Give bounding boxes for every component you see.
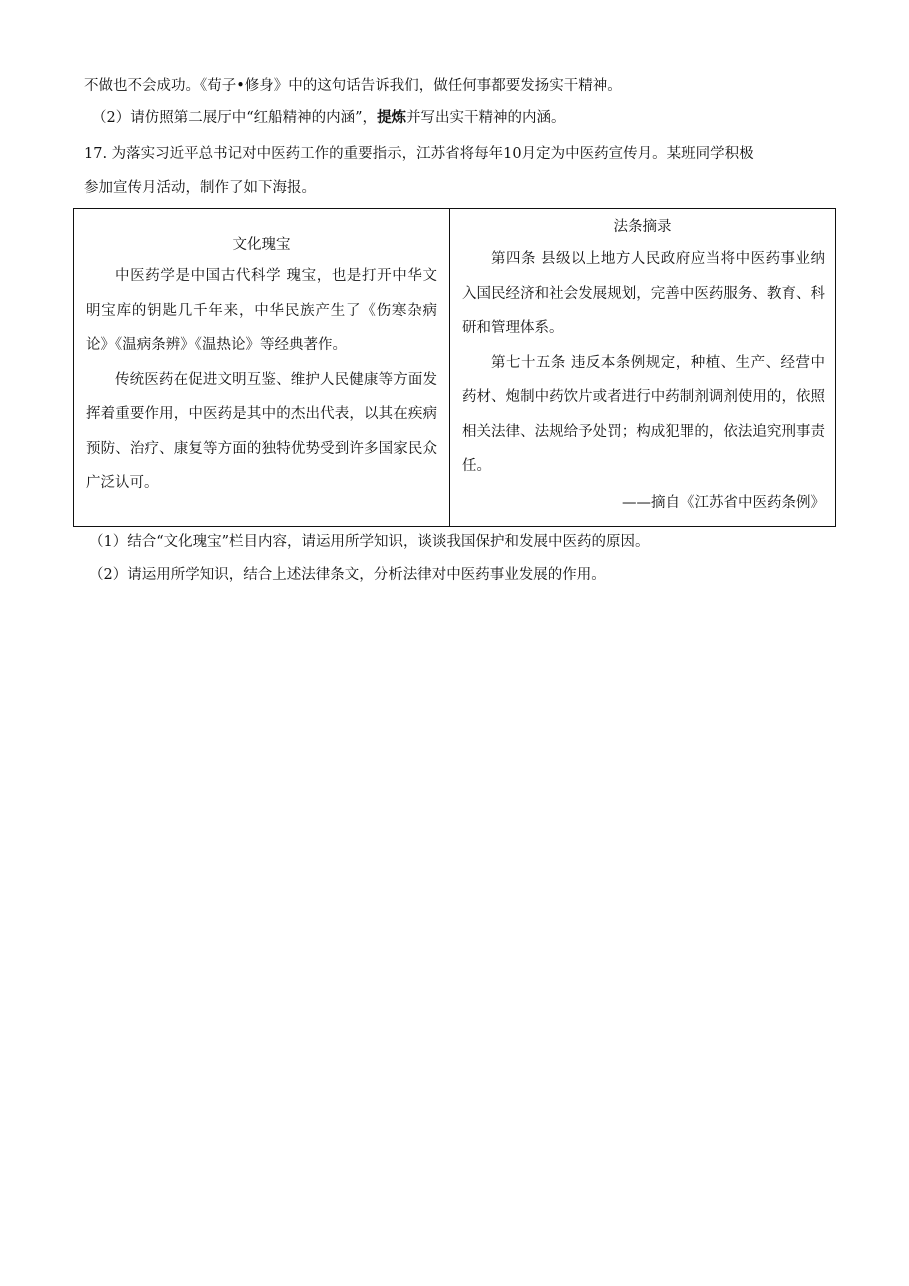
- culture-treasure-content: [86, 259, 437, 501]
- culture-paragraph-2: 传统医药在促进文明互鉴、维护人民健康等方面发挥着重要作用，中医药是其中的杰出代表，以其在疾病预防、治疗、康复等方面的独特优势受到许多国家民众广泛认可。: [86, 371, 437, 491]
- intro-tail-text: 不做也不会成功。《荀子•修身》中的这句话告诉我们，做任何事都要发扬实干精神。: [84, 78, 622, 94]
- question-17-2: （2）请运用所学知识，结合上述法律条文，分析法律对中医药事业发展的作用。: [89, 567, 606, 583]
- law-excerpt-title: 法条摘录: [613, 219, 672, 235]
- culture-paragraph-1: 中医药学是中国古代科学 瑰宝，也是打开中华文明宝库的钥匙几千年来，中华民族产生了《伤寒杂病论》《温病条辨》《温热论》等经典著作。: [86, 268, 437, 353]
- question-17-1: （1）结合“文化瑰宝”栏目内容，请运用所学知识，谈谈我国保护和发展中医药的原因。: [89, 534, 650, 550]
- question-16-2-suffix: 并写出实干精神的内涵。: [406, 110, 566, 126]
- law-article-4: 第四条 县级以上地方人民政府应当将中医药事业纳入国民经济和社会发展规划，完善中医药服务、教育、科研和管理体系。: [462, 251, 825, 336]
- question-17-line1: 17. 为落实习近平总书记对中医药工作的重要指示，江苏省将每年10月定为中医药宣传月。某班同学积极: [84, 146, 754, 162]
- law-source: ——摘自《江苏省中医药条例》: [622, 495, 825, 511]
- question-16-2-prefix: （2）请仿照第二展厅中“红船精神的内涵”，: [92, 110, 378, 126]
- question-17-line2: 参加宣传月活动，制作了如下海报。: [84, 180, 316, 196]
- law-excerpt-content: [462, 242, 825, 484]
- question-16-2: [92, 108, 566, 128]
- question-16-2-bold: 提炼: [377, 110, 407, 126]
- culture-treasure-title: 文化瑰宝: [232, 237, 291, 253]
- law-excerpt-cell: [450, 209, 835, 526]
- law-article-75: 第七十五条 违反本条例规定，种植、生产、经营中药材、炮制中药饮片或者进行中药制剂调剂使用的，依照相关法律、法规给予处罚；构成犯罪的，依法追究刑事责任。: [462, 354, 825, 474]
- poster-table: [73, 208, 836, 527]
- culture-treasure-cell: [74, 209, 450, 526]
